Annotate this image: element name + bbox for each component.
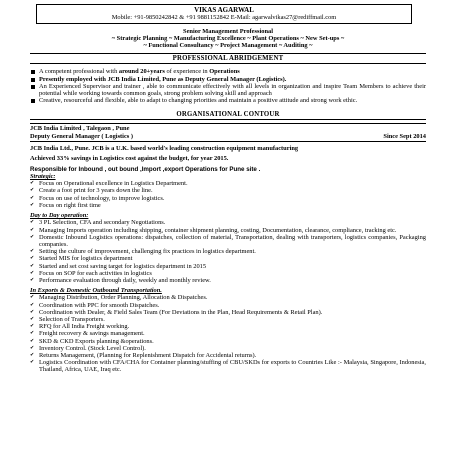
profile-keywords-1: ~ Strategic Planning ~ Manufacturing Excellence ~ Plant Operations ~ New Set-ups ~ [111, 34, 345, 42]
list-item: Presently employed with JCB India Limited, Pune as Deputy General Manager (Logistics). [30, 76, 426, 83]
profile-title: Senior Management Professional [183, 27, 273, 35]
profile-keywords-2: ~ Functional Consultancy ~ Project Management ~ Auditing ~ [143, 42, 313, 50]
company-name: JCB India Limited , Talegaon , Pune [30, 125, 130, 133]
list-item: ✔ SKD & CKD Exports planning &operations. [30, 338, 426, 345]
list-item: Creative, resourceful and flexible, able to adapt to changing priorities and maintain a positive attitude and strong work ethic. [30, 97, 426, 104]
list-item: ✔ Focus on right first time [30, 202, 426, 209]
list-item: ✔ RFQ for All India Freight working. [30, 323, 426, 330]
strategic-heading: Strategic: [30, 172, 56, 180]
list-item: ✔ Inventory Control. (Stock Level Control). [30, 345, 426, 352]
list-item: ✔ Setting the culture of improvement, challenging fix practices in logistics department. [30, 248, 426, 255]
exports-list [30, 294, 426, 373]
candidate-name: VIKAS AGARWAL [194, 6, 254, 14]
exports-heading: In Exports & Domestic Outbound Transportation. [30, 287, 162, 295]
list-item: ✔ Performance evaluation through daily, weekly and monthly review. [30, 277, 426, 284]
list-item: ✔ Managing Distribution, Order Planning, Allocation & Dispatches. [30, 294, 426, 301]
list-item: ✔ Freight recovery & savings management. [30, 330, 426, 337]
job-role: Deputy General Manager ( Logistics ) [30, 132, 134, 140]
achievement: Achieved 33% savings in Logistics cost against the budget, for year 2015. [30, 155, 229, 163]
section-heading-abridgement: PROFESSIONAL ABRIDGEMENT [30, 53, 426, 64]
section-heading-contour: ORGANISATIONAL CONTOUR [30, 110, 426, 120]
daytoday-list [30, 219, 426, 284]
item-text: A competent professional with [39, 68, 119, 76]
list-item: ✔ Create a foot print for 3 years down the line. [30, 187, 426, 194]
list-item: ✔ Logistics Coordination with CFA/CHA for Container planning/stuffing of CBU/SKDs for exports to Countries Like :- Malaysia, Singapore, Indonesia, Thailand, Africa, UAE, Iraq etc. [30, 359, 426, 373]
list-item [30, 68, 426, 75]
list-item: ✔ Coordination with Dealer, & Field Sales Team (For Deviations in the Plan, Head Requirements & Retail Plan). [30, 309, 426, 316]
list-item: ✔ Managing Imports operation including shipping, container shipment planning, costing, Documentation, clearance, compliance, tracking etc. [30, 227, 426, 234]
company-box [30, 123, 426, 142]
list-item: ✔ Returns Management, (Planning for Replenishment Dispatch for Accidental returns). [30, 352, 426, 359]
resume-page [30, 4, 426, 374]
job-since: Since Sept 2014 [383, 132, 426, 140]
list-item: ✔ 3 PL Selection, CFA and secondary Negotiations. [30, 219, 426, 226]
abridgement-list [30, 68, 426, 104]
company-about: JCB India Ltd., Pune. JCB is a U.K. based world's leading construction equipment manufacturing [30, 145, 299, 152]
strategic-list [30, 180, 426, 209]
header-box [36, 4, 412, 24]
list-item: ✔ Selection of Transporters. [30, 316, 426, 323]
list-item: ✔ Started and set cost saving target for logistics department in 2015 [30, 263, 426, 270]
list-item: ✔ Focus on Operational excellence in Logistics Department. [30, 180, 426, 187]
list-item: An Experienced Supervisor and trainer , able to communicate effectively with all levels in organization and inspire Team Members to achieve their potential while working towards common goals, strong problem solving skill and approach [30, 83, 426, 97]
item-emphasis: around 20+years [118, 68, 165, 76]
daytoday-heading: Day to Day operation: [30, 212, 89, 219]
list-item: ✔ Coordination with PPC for smooth Dispatches. [30, 302, 426, 309]
contact-line: Mobile: +91-9850242842 & +91 9881152842 E-Mail: agarwalvikas27@rediffmail.com [111, 14, 337, 21]
list-item: ✔ Focus on SOP for each activities in logistics [30, 270, 426, 277]
list-item: ✔ Domestic Inbound Logistics operations: dispatches, collection of material, Transportation, dealing with transporters, logistics companies, Packaging companies. [30, 234, 426, 248]
list-item: ✔ Started MIS for logistics department [30, 255, 426, 262]
item-text: of experience in [164, 68, 210, 76]
responsibility: Responsible for Inbound , out bound ,Import ,export Operations for Pune site . [30, 165, 261, 173]
item-emphasis: Operations [209, 68, 240, 76]
list-item: ✔ Focus on use of technology, to improve logistics. [30, 195, 426, 202]
